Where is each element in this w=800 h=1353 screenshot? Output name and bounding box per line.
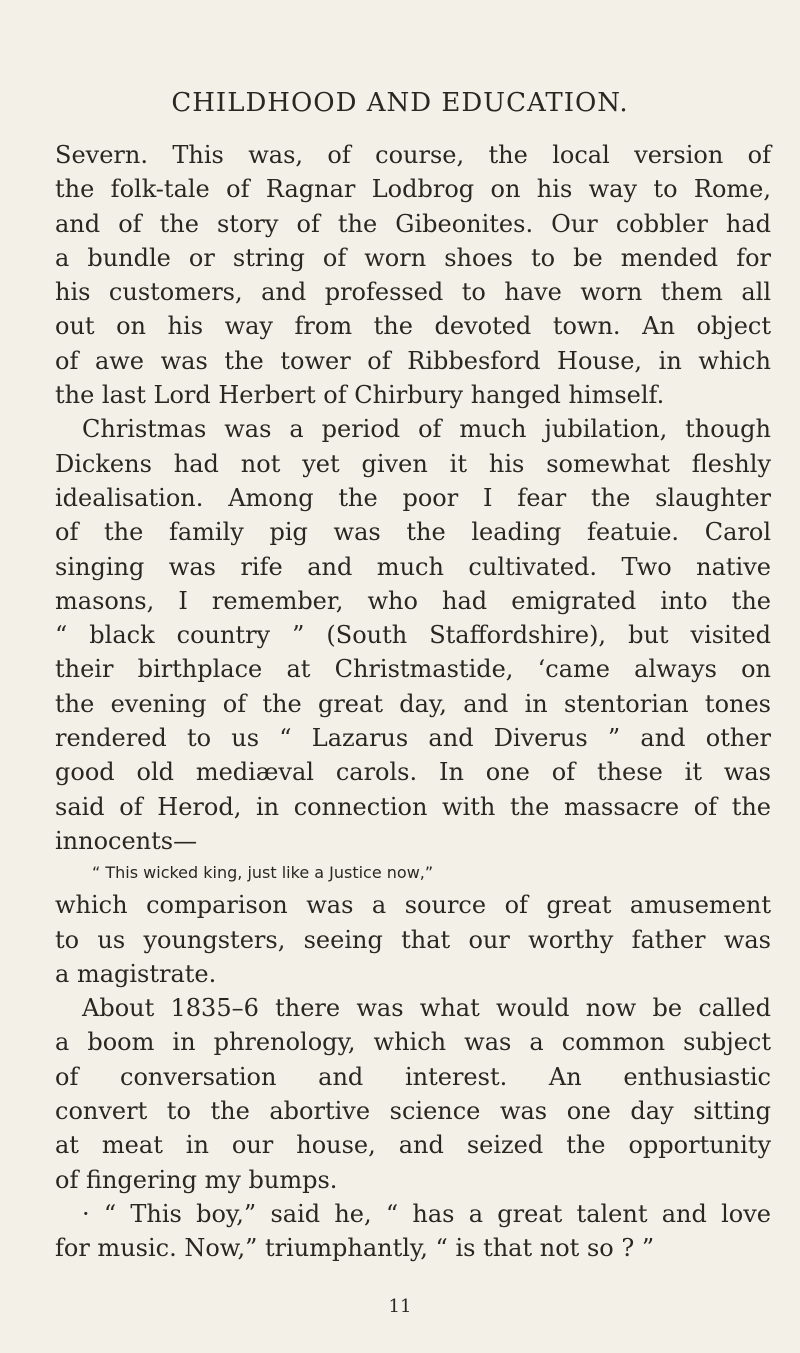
text-line: masons, I remember, who had emigrated into the [55,586,771,615]
text-line: a bundle or string of worn shoes to be mended for [55,243,771,272]
text-line: Christmas was a period of much jubilation, though [82,415,771,444]
text-line: Severn. This was, of course, the local version of [55,141,771,169]
text-line: his customers, and professed to have worn them all [55,278,771,307]
text-line: · “ This boy,” said he, “ has a great talent and love [82,1199,771,1228]
text-line: which comparison was a source of great amusement [55,891,771,920]
text-line: the last Lord Herbert of Chirbury hanged himself. [55,381,665,410]
text-line: Dickens had not yet given it his somewhat fleshly [55,449,771,478]
text-line: of the family pig was the leading featuie. Carol [55,518,771,547]
text-line: and of the story of the Gibeonites. Our cobbler had [55,209,771,238]
text-line: idealisation. Among the poor I fear the slaughter [55,483,771,512]
text-line: their birthplace at Christmastide, ‘came always on [55,655,771,684]
text-line: to us youngsters, seeing that our worthy father was [55,925,771,954]
text-line: of fingering my bumps. [55,1165,338,1194]
text-line: of conversation and interest. An enthusiastic [55,1062,771,1091]
text-line: of awe was the tower of Ribbesford House, in which [55,346,771,375]
running-head: CHILDHOOD AND EDUCATION. [171,88,629,118]
text-line: rendered to us “ Lazarus and Diverus ” and other [55,724,771,753]
text-line: innocents— [55,826,198,855]
text-line: the evening of the great day, and in stentorian tones [55,689,771,718]
verse-quote: “ This wicked king, just like a Justice now,” [92,863,434,883]
text-line: a boom in phrenology, which was a common subject [55,1028,771,1057]
text-line: About 1835–6 there was what would now be called [82,994,771,1023]
text-line: at meat in our house, and seized the opportunity [55,1131,771,1160]
text-line: out on his way from the devoted town. An object [55,312,771,341]
page-number: 11 [388,1296,412,1317]
text-line: said of Herod, in connection with the massacre of the [55,792,771,821]
text-line: “ black country ” (South Staffordshire), but visited [55,621,771,650]
text-line: the folk-tale of Ragnar Lodbrog on his way to Rome, [55,175,771,204]
text-line: good old mediæval carols. In one of these it was [55,758,771,787]
text-line: convert to the abortive science was one day sitting [55,1097,771,1126]
text-line: a magistrate. [55,959,217,988]
text-line: singing was rife and much cultivated. Two native [55,552,771,581]
text-line: for music. Now,” triumphantly, “ is that not so ? ” [55,1234,655,1263]
body-text [55,138,771,1266]
